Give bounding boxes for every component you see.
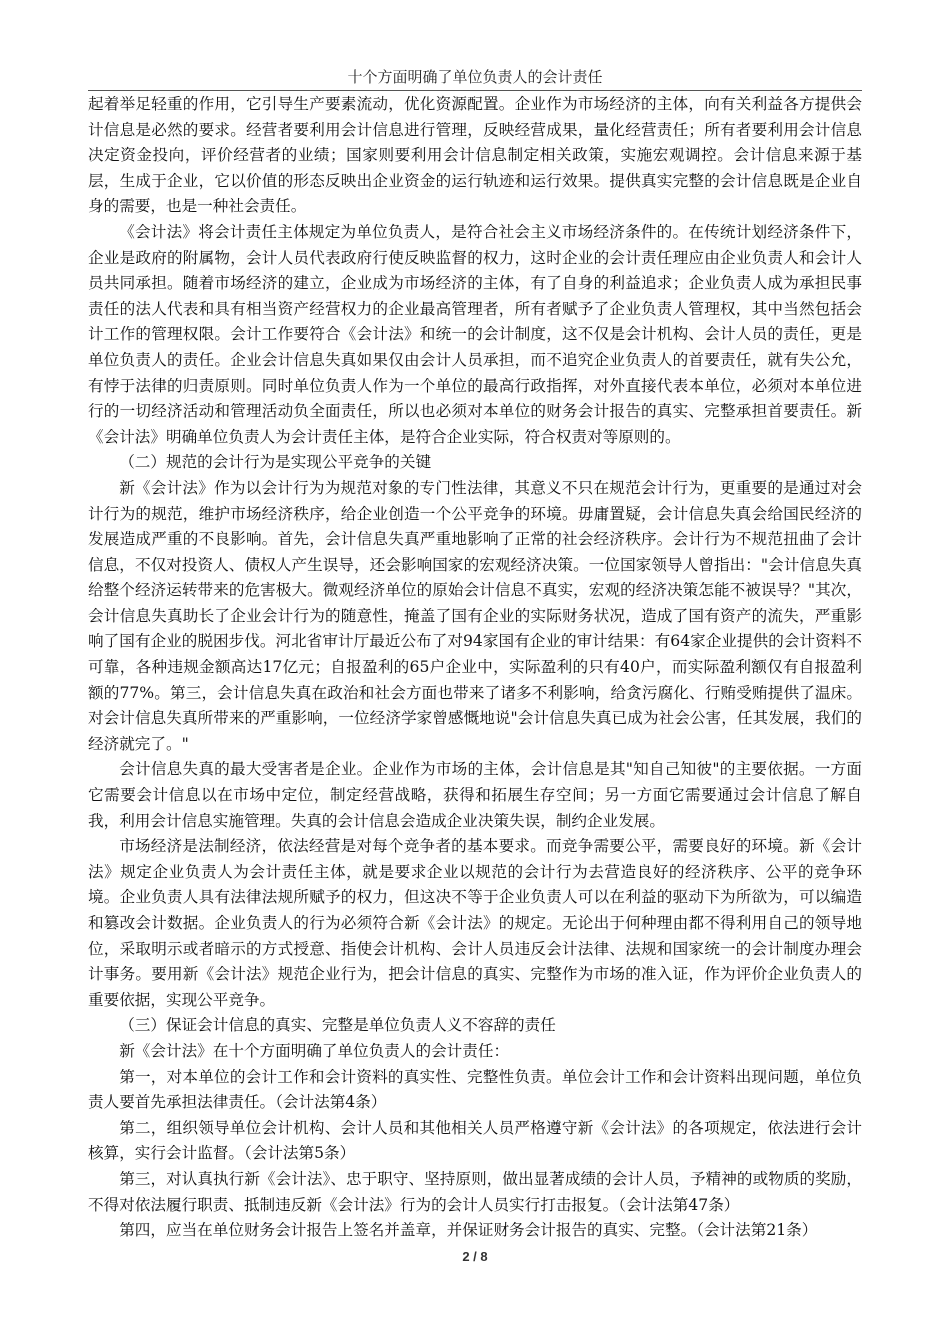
list-item: 第三，对认真执行新《会计法》、忠于职守、坚持原则，做出显著成绩的会计人员，予精神的或物质的奖励，不得对依法履行职责、抵制违反新《会计法》行为的会计人员实行打击报复。（会计法第47条） xyxy=(88,1169,862,1214)
body-paragraph: 新《会计法》作为以会计行为为规范对象的专门性法律，其意义不只在规范会计行为，更重要的是通过对会计行为的规范，维护市场经济秩序，给企业创造一个公平竞争的环境。毋庸置疑，会计信息失真会给国民经济的发展造成严重的不良影响。首先，会计信息失真严重地影响了正常的社会经济秩序。会计行为不规范扭曲了会计信息，不仅对投资人、债权人产生误导，还会影响国家的宏观经济决策。一位国家领导人曾指出："会计信息失真给整个经济运转带来的危害极大。微观经济单位的原始会计信息不真实，宏观的经济决策怎能不被误导？"其次，会计信息失真助长了企业会计行为的随意性，掩盖了国有企业的实际财务状况，造成了国有资产的流失，严重影响了国有企业的脱困步伐。河北省审计厅最近公布了对94家国有企业的审计结果：有64家企业提供的会计资料不可靠，各种违规金额高达17亿元；自报盈利的65户企业中，实际盈利的只有40户，而实际盈利额仅有自报盈利额的77%。第三，会计信息失真在政治和社会方面也带来了诸多不利影响，给贪污腐化、行贿受贿提供了温床。对会计信息失真所带来的严重影响，一位经济学家曾感慨地说"会计信息失真已成为社会公害，任其发展，我们的经济就完了。" xyxy=(88,478,862,753)
body-paragraph: 会计信息失真的最大受害者是企业。企业作为市场的主体，会计信息是其"知自己知彼"的主要依据。一方面它需要会计信息以在市场中定位，制定经营战略，获得和拓展生存空间；另一方面它需要通过会计信息了解自我，利用会计信息实施管理。失真的会计信息会造成企业决策失误，制约企业发展。 xyxy=(88,760,862,830)
list-item: 第一，对本单位的会计工作和会计资料的真实性、完整性负责。单位会计工作和会计资料出现问题，单位负责人要首先承担法律责任。（会计法第4条） xyxy=(88,1067,862,1112)
list-item: 第二，组织领导单位会计机构、会计人员和其他相关人员严格遵守新《会计法》的各项规定，依法进行会计核算，实行会计监督。（会计法第5条） xyxy=(88,1118,862,1163)
page-header: 十个方面明确了单位负责人的会计责任 xyxy=(347,68,603,86)
page-number: 2 / 8 xyxy=(462,1249,488,1264)
body-paragraph: 《会计法》将会计责任主体规定为单位负责人，是符合社会主义市场经济条件的。在传统计划经济条件下，企业是政府的附属物，会计人员代表政府行使反映监督的权力，这时企业的会计责任理应由企业负责人和会计人员共同承担。随着市场经济的建立，企业成为市场经济的主体，有了自身的利益追求；企业负责人成为承担民事责任的法人代表和具有相当资产经营权力的企业最高管理者，所有者赋予了企业负责人管理权，其中当然包括会计工作的管理权限。会计工作要符合《会计法》和统一的会计制度，这不仅是会计机构、会计人员的责任，更是单位负责人的责任。企业会计信息失真如果仅由会计人员承担，而不追究企业负责人的首要责任，就有失公允，有悖于法律的归责原则。同时单位负责人作为一个单位的最高行政指挥，对外直接代表本单位，必须对本单位进行的一切经济活动和管理活动负全面责任，所以也必须对本单位的财务会计报告的真实、完整承担首要责任。新《会计法》明确单位负责人为会计责任主体，是符合企业实际，符合权责对等原则的。 xyxy=(88,222,862,446)
section-heading: （二）规范的会计行为是实现公平竞争的关键 xyxy=(119,453,432,472)
document-body xyxy=(88,92,862,1244)
section-heading: （三）保证会计信息的真实、完整是单位负责人义不容辞的责任 xyxy=(119,1016,556,1035)
list-item: 第四，应当在单位财务会计报告上签名并盖章，并保证财务会计报告的真实、完整。（会计法第21条） xyxy=(119,1221,818,1240)
body-paragraph: 起着举足轻重的作用，它引导生产要素流动，优化资源配置。企业作为市场经济的主体，向有关利益各方提供会计信息是必然的要求。经营者要利用会计信息进行管理，反映经营成果，量化经营责任；所有者要利用会计信息决定资金投向，评价经营者的业绩；国家则要利用会计信息制定相关政策，实施宏观调控。会计信息来源于基层，生成于企业，它以价值的形态反映出企业资金的运行轨迹和运行效果。提供真实完整的会计信息既是企业自身的需要，也是一种社会责任。 xyxy=(88,95,862,216)
body-paragraph: 市场经济是法制经济，依法经营是对每个竞争者的基本要求。而竞争需要公平，需要良好的环境。新《会计法》规定企业负责人为会计责任主体，就是要求企业以规范的会计行为去营造良好的经济秩序、公平的竞争环境。企业负责人具有法律法规所赋予的权力，但这决不等于企业负责人可以在利益的驱动下为所欲为，可以编造和篡改会计数据。企业负责人的行为必须符合新《会计法》的规定。无论出于何种理由都不得利用自己的领导地位，采取明示或者暗示的方式授意、指使会计机构、会计人员违反会计法律、法规和国家统一的会计制度办理会计事务。要用新《会计法》规范企业行为，把会计信息的真实、完整作为市场的准入证，作为评价企业负责人的重要依据，实现公平竞争。 xyxy=(88,837,862,1009)
header-divider xyxy=(88,90,862,91)
body-paragraph: 新《会计法》在十个方面明确了单位负责人的会计责任： xyxy=(119,1041,510,1060)
